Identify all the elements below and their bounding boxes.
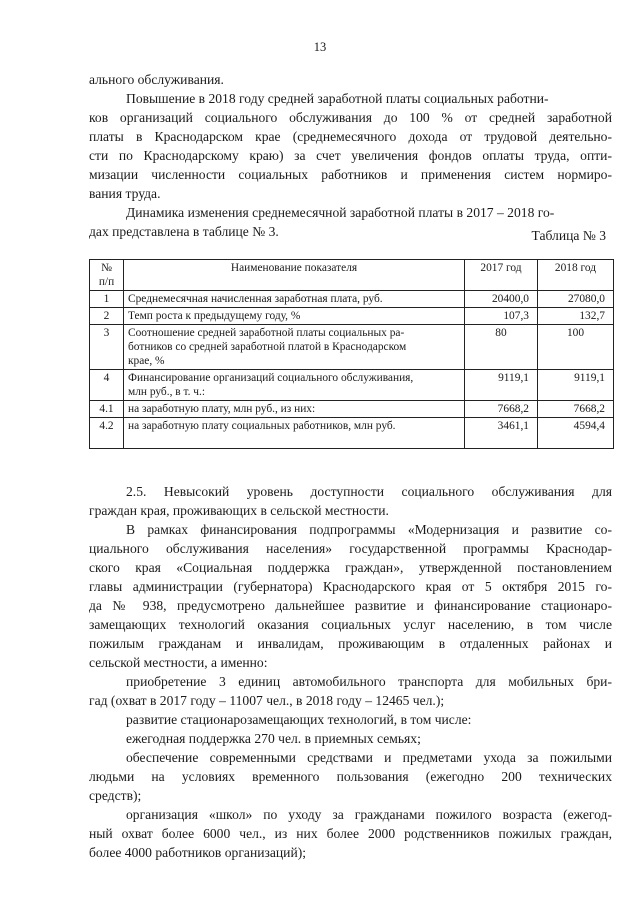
text-line: ный охват более 6000 чел., из них более 2000 родственников пожилых граждан, bbox=[89, 826, 612, 841]
text-line: да № 938, предусмотрено дальнейшее развитие и финансирование стационаро- bbox=[89, 598, 612, 613]
table-row bbox=[90, 291, 614, 308]
row-name: на заработную плату, млн руб., из них: bbox=[124, 401, 465, 418]
text-line: ального обслуживания. bbox=[89, 72, 224, 87]
row-value-2018: 4594,4 bbox=[538, 418, 614, 449]
table-row bbox=[90, 370, 614, 401]
text-line: людьми на условиях временного пользования (ежегодно 200 технических bbox=[89, 769, 612, 784]
row-value-2017: 7668,2 bbox=[465, 401, 538, 418]
row-value-2018: 100 bbox=[538, 325, 614, 370]
text-line: организация «школ» по уходу за гражданами пожилого возраста (ежегод- bbox=[126, 807, 612, 822]
row-num: 3 bbox=[90, 325, 124, 370]
table-caption: Таблица № 3 bbox=[531, 228, 606, 243]
text-line: замещающих технологий оказания социальных услуг населению, в том числе bbox=[89, 617, 612, 632]
text-line: пожилым гражданам и инвалидам, проживающим в отдаленных районах и bbox=[89, 636, 612, 651]
row-value-2017: 9119,1 bbox=[465, 370, 538, 401]
row-num: 4.2 bbox=[90, 418, 124, 449]
row-value-2018: 9119,1 bbox=[538, 370, 614, 401]
table-row bbox=[90, 401, 614, 418]
row-num: 4 bbox=[90, 370, 124, 401]
row-name: на заработную плату социальных работников, млн руб. bbox=[124, 418, 465, 449]
text-line: ков организаций социального обслуживания до 100 % от средней заработной bbox=[89, 110, 612, 125]
row-num: 2 bbox=[90, 308, 124, 325]
row-value-2018: 132,7 bbox=[538, 308, 614, 325]
row-value-2017: 20400,0 bbox=[465, 291, 538, 308]
row-num: 4.1 bbox=[90, 401, 124, 418]
page-number: 13 bbox=[313, 40, 327, 54]
row-name: Финансирование организаций социального обслуживания, млн руб., в т. ч.: bbox=[124, 370, 465, 401]
text-line: сельской местности, а именно: bbox=[89, 655, 268, 670]
row-value-2018: 27080,0 bbox=[538, 291, 614, 308]
row-value-2017: 107,3 bbox=[465, 308, 538, 325]
table-row bbox=[90, 325, 614, 370]
text-line: В рамках финансирования подпрограммы «Модернизация и развитие со- bbox=[126, 522, 612, 537]
header-2017: 2017 год bbox=[465, 260, 538, 291]
text-line: средств); bbox=[89, 788, 142, 803]
row-num: 1 bbox=[90, 291, 124, 308]
row-name: Темп роста к предыдущему году, % bbox=[124, 308, 465, 325]
text-line: более 4000 работников организаций); bbox=[89, 845, 307, 860]
text-line: Повышение в 2018 году средней заработной платы социальных работни- bbox=[126, 91, 549, 106]
table-header-row bbox=[90, 260, 614, 291]
text-line: развитие стационарозамещающих технологий, в том числе: bbox=[126, 712, 472, 727]
row-name: Соотношение средней заработной платы социальных ра- ботников со средней заработной платой в Краснодарском крае, % bbox=[124, 325, 465, 370]
text-line: приобретение 3 единиц автомобильного транспорта для мобильных бри- bbox=[126, 674, 612, 689]
row-value-2017: 3461,1 bbox=[465, 418, 538, 449]
row-value-2018: 7668,2 bbox=[538, 401, 614, 418]
header-2018: 2018 год bbox=[538, 260, 614, 291]
text-line: обеспечение современными средствами и предметами ухода за пожилыми bbox=[126, 750, 612, 765]
table-row bbox=[90, 308, 614, 325]
text-line: Динамика изменения среднемесячной заработной платы в 2017 – 2018 го- bbox=[126, 205, 555, 220]
header-num: № п/п bbox=[90, 260, 124, 291]
salary-table bbox=[89, 259, 614, 449]
text-line: граждан края, проживающих в сельской местности. bbox=[89, 503, 389, 518]
text-line: вания труда. bbox=[89, 186, 161, 201]
text-line: платы в Краснодарском крае (среднемесячного дохода от трудовой деятельно- bbox=[89, 129, 612, 144]
text-line: 2.5. Невысокий уровень доступности социального обслуживания для bbox=[126, 484, 612, 499]
row-value-2017: 80 bbox=[465, 325, 538, 370]
header-name: Наименование показателя bbox=[124, 260, 465, 291]
text-line: ского края «Социальная поддержка граждан», утвержденной постановлением bbox=[89, 560, 612, 575]
text-line: мизации численности социальных работников и применения систем нормиро- bbox=[89, 167, 612, 182]
text-line: дах представлена в таблице № 3. bbox=[89, 224, 279, 239]
text-line: сти по Краснодарскому краю) за счет увеличения фондов оплаты труда, опти- bbox=[89, 148, 612, 163]
text-line: циального обслуживания населения» государственной программы Краснодар- bbox=[89, 541, 612, 556]
table-row bbox=[90, 418, 614, 449]
text-line: гад (охват в 2017 году – 11007 чел., в 2018 году – 12465 чел.); bbox=[89, 693, 445, 708]
text-line: ежегодная поддержка 270 чел. в приемных семьях; bbox=[126, 731, 421, 746]
text-line: главы администрации (губернатора) Краснодарского края от 5 октября 2015 го- bbox=[89, 579, 612, 594]
row-name: Среднемесячная начисленная заработная плата, руб. bbox=[124, 291, 465, 308]
